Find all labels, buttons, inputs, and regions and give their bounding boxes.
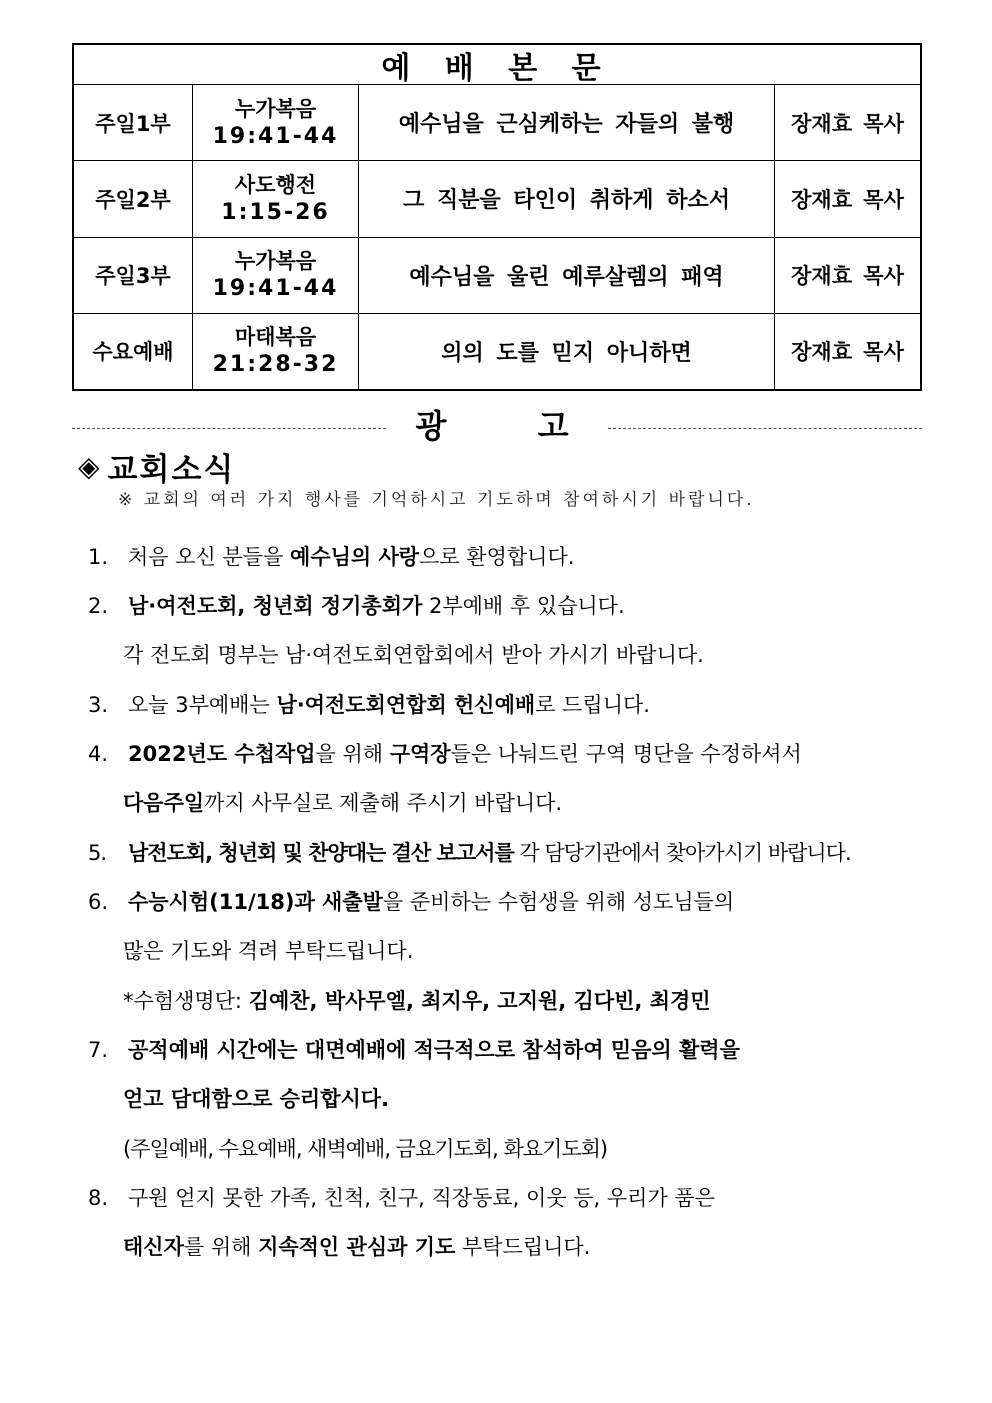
item-text: 부탁드립니다. xyxy=(455,1235,591,1259)
item-text: 을 준비하는 수험생을 위해 성도님들의 xyxy=(382,890,735,914)
scripture-cell xyxy=(193,85,359,160)
preacher: 장재효 목사 xyxy=(791,111,904,136)
list-item xyxy=(88,886,734,916)
item-number: 1. xyxy=(88,545,109,569)
scripture-book: 누가복음 xyxy=(234,249,317,274)
scripture-book: 사도행전 xyxy=(234,172,317,197)
news-note: ※ 교회의 여러 가지 행사를 기억하시고 기도하며 참여하시기 바랍니다. xyxy=(118,490,755,510)
table-row xyxy=(74,238,920,314)
list-item-continuation: 얻고 담대함으로 승리합시다. xyxy=(123,1087,390,1111)
item-emphasis: 태신자 xyxy=(123,1235,184,1259)
list-item xyxy=(88,541,574,571)
list-item xyxy=(88,738,802,768)
item-number: 5. xyxy=(88,841,107,865)
announcements-title: 광 고 xyxy=(415,407,609,445)
item-number: 2. xyxy=(88,594,109,618)
scripture-cell xyxy=(193,238,359,313)
divider xyxy=(608,428,922,429)
preacher: 장재효 목사 xyxy=(791,340,904,365)
item-emphasis: 남전도회, 청년회 및 찬양대는 결산 보고서를 xyxy=(128,841,514,865)
sermon-title: 의의 도를 믿지 아니하면 xyxy=(359,314,775,389)
scripture-book: 누가복음 xyxy=(234,96,317,121)
list-item xyxy=(88,689,650,719)
item-emphasis: 2022년도 수첩작업 xyxy=(128,742,316,766)
service-name: 주일2부 xyxy=(74,161,193,236)
service-name: 주일1부 xyxy=(74,85,193,160)
item-emphasis: 공적예배 시간에는 대면예배에 적극적으로 참석하여 믿음의 활력을 xyxy=(128,1038,740,1062)
announcements-header xyxy=(72,404,922,444)
list-item-continuation: (주일예배, 수요예배, 새벽예배, 금요기도회, 화요기도회) xyxy=(123,1137,608,1161)
item-text: 을 위해 xyxy=(315,742,390,766)
table-title: 예 배 본 문 xyxy=(74,45,920,85)
item-number: 6. xyxy=(88,890,109,914)
sermon-title: 예수님을 울린 예루살렘의 패역 xyxy=(359,238,775,313)
list-item-continuation: 각 전도회 명부는 남·여전도회연합회에서 받아 가시기 바랍니다. xyxy=(123,643,704,667)
item-text: 처음 오신 분들을 xyxy=(128,545,291,569)
sermon-title: 그 직분을 타인이 취하게 하소서 xyxy=(359,161,775,236)
list-item xyxy=(88,1034,740,1064)
item-text: 2부예배 후 있습니다. xyxy=(422,594,625,618)
scripture-ref: 19:41-44 xyxy=(212,123,339,149)
list-item-continuation: 많은 기도와 격려 부탁드립니다. xyxy=(123,939,414,963)
item-emphasis: 다음주일 xyxy=(123,791,205,815)
table-body xyxy=(74,85,920,389)
item-text: 각 담당기관에서 찾아가시기 바랍니다. xyxy=(513,841,851,865)
scripture-ref: 1:15-26 xyxy=(221,199,330,225)
item-text: *수험생명단: xyxy=(123,989,249,1013)
item-number: 7. xyxy=(88,1038,109,1062)
scripture-ref: 21:28-32 xyxy=(212,352,339,378)
section-title: 교회소식 xyxy=(107,452,236,488)
table-row xyxy=(74,161,920,237)
scripture-cell xyxy=(193,314,359,389)
table-row xyxy=(74,85,920,161)
item-text: 으로 환영합니다. xyxy=(419,545,575,569)
scripture-ref: 19:41-44 xyxy=(212,276,339,302)
item-number: 3. xyxy=(88,693,109,717)
diamond-icon: ◈ xyxy=(78,450,100,483)
list-item xyxy=(88,837,851,867)
table-row xyxy=(74,314,920,389)
service-name: 수요예배 xyxy=(74,314,193,389)
scripture-cell xyxy=(193,161,359,236)
list-item-continuation xyxy=(123,985,711,1015)
item-emphasis: 수능시험(11/18)과 새출발 xyxy=(128,890,383,914)
item-emphasis: 구역장 xyxy=(389,742,451,766)
list-item xyxy=(88,1182,715,1212)
item-text: 구원 얻지 못한 가족, 친척, 친구, 직장동료, 이웃 등, 우리가 품은 xyxy=(128,1186,715,1210)
item-emphasis: 남·여전도회, 청년회 정기총회가 xyxy=(128,594,423,618)
divider xyxy=(72,428,386,429)
item-text: 로 드립니다. xyxy=(535,693,650,717)
list-item-continuation xyxy=(123,1231,590,1261)
student-names: 김예찬, 박사무엘, 최지우, 고지원, 김다빈, 최경민 xyxy=(248,989,711,1013)
list-item xyxy=(88,590,625,620)
preacher: 장재효 목사 xyxy=(791,187,904,212)
sermon-title: 예수님을 근심케하는 자들의 불행 xyxy=(359,85,775,160)
item-text: 를 위해 xyxy=(183,1235,259,1259)
list-item-continuation xyxy=(123,787,562,817)
item-text: 오늘 3부예배는 xyxy=(128,693,277,717)
item-number: 4. xyxy=(88,742,109,766)
item-text: 들은 나눠드린 구역 명단을 수정하셔서 xyxy=(450,742,802,766)
service-name: 주일3부 xyxy=(74,238,193,313)
item-text: 까지 사무실로 제출해 주시기 바랍니다. xyxy=(204,791,563,815)
preacher: 장재효 목사 xyxy=(791,264,904,289)
item-emphasis: 남·여전도회연합회 헌신예배 xyxy=(276,693,536,717)
scripture-book: 마태복음 xyxy=(234,325,317,350)
sermon-table xyxy=(72,43,922,391)
item-emphasis: 예수님의 사랑 xyxy=(290,545,420,569)
item-number: 8. xyxy=(88,1186,109,1210)
item-emphasis: 지속적인 관심과 기도 xyxy=(258,1235,456,1259)
church-news-heading xyxy=(78,444,235,489)
